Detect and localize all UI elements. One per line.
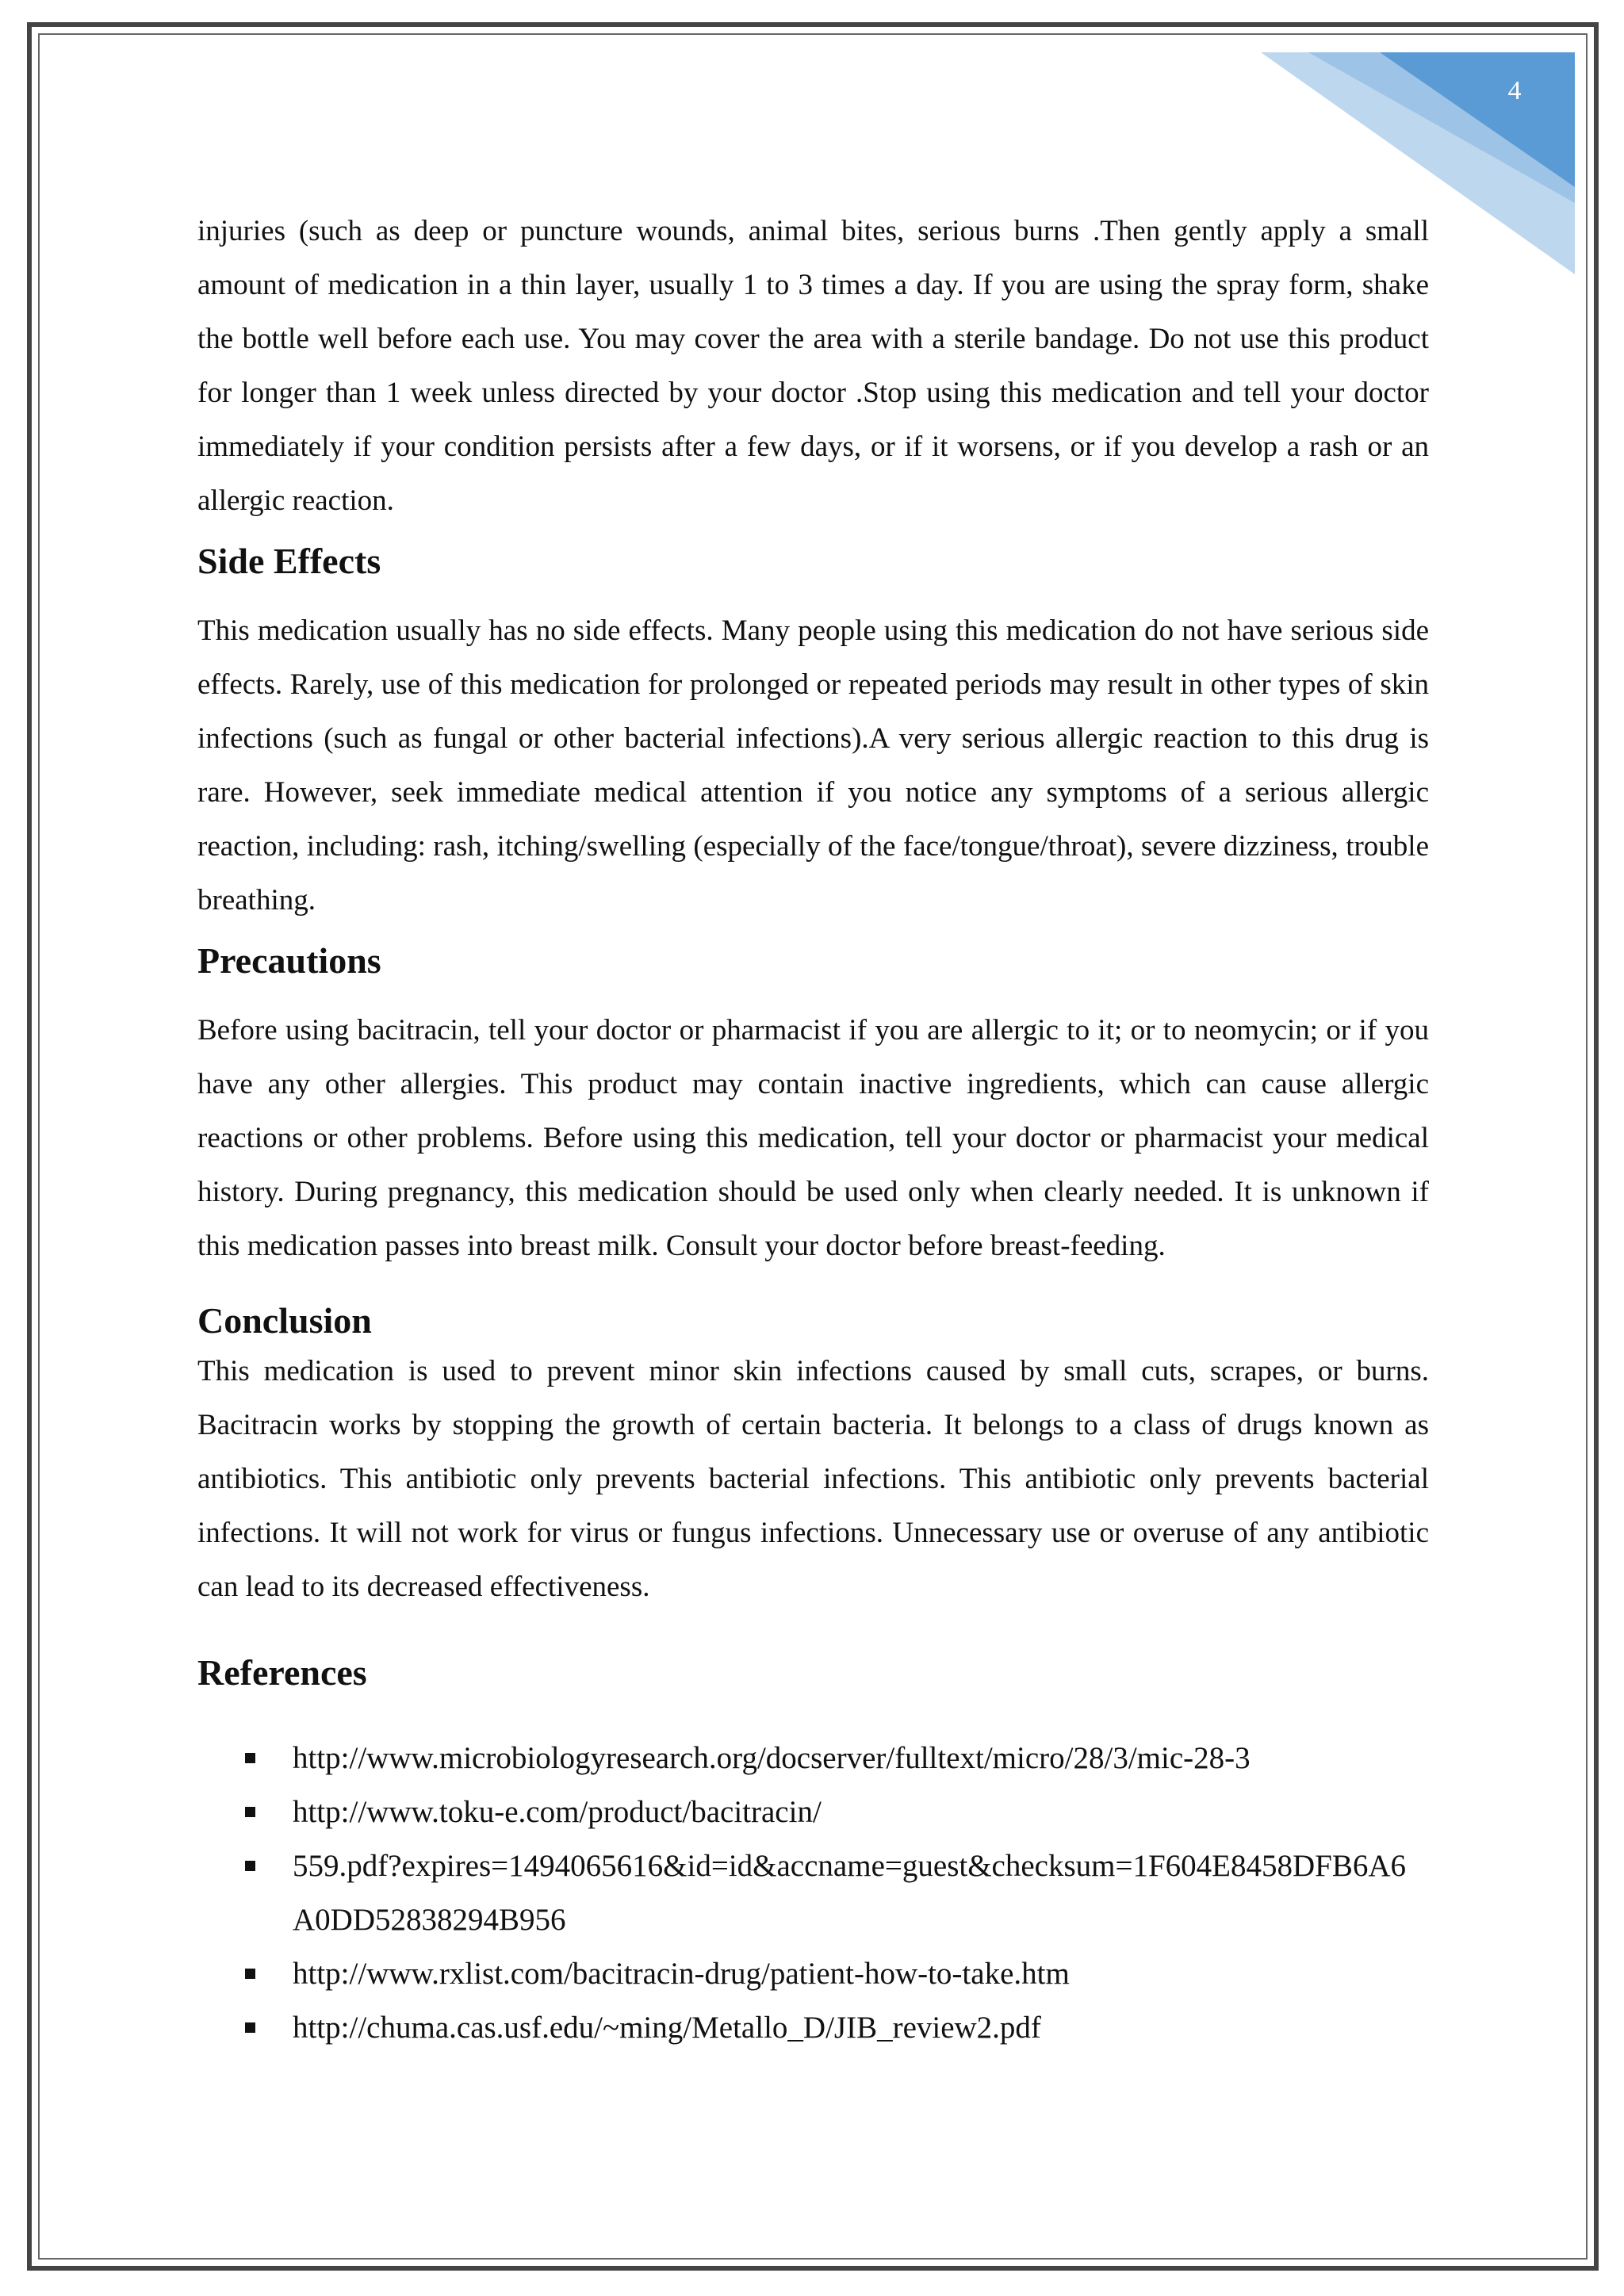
- reference-link[interactable]: http://www.rxlist.com/bacitracin-drug/patient-how-to-take.htm: [293, 1957, 1070, 1991]
- conclusion-heading: Conclusion: [197, 1300, 372, 1341]
- reference-link[interactable]: http://www.microbiologyresearch.org/docserver/fulltext/micro/28/3/mic-28-3: [293, 1741, 1251, 1775]
- reference-link[interactable]: 559.pdf?expires=1494065616&id=id&accname=guest&checksum=1F604E8458DFB6A6A0DD52838294B956: [293, 1849, 1407, 1937]
- square-bullet-icon: [245, 1861, 255, 1871]
- precautions-heading: Precautions: [197, 940, 381, 981]
- page-number: 4: [1507, 76, 1522, 105]
- usage-paragraph: injuries (such as deep or puncture wounds, animal bites, serious burns .Then gently apply a small amount of medication in a thin layer, usually 1 to 3 times a day. If you are using the spray form, shake the bottle well before each use. You may cover the area with a sterile bandage. Do not use this product for longer than 1 week unless directed by your doctor .Stop using this medication and tell your doctor immediately if your condition persists after a few days, or if it worsens, or if you develop a rash or an allergic reaction.: [197, 215, 1429, 517]
- side-effects-paragraph: This medication usually has no side effects. Many people using this medication do not have serious side effects. Rarely, use of this medication for prolonged or repeated periods may result in other types of skin infections (such as fungal or other bacterial infections).A very serious allergic reaction to this drug is rare. However, seek immediate medical attention if you notice any symptoms of a serious allergic reaction, including: rash, itching/swelling (especially of the face/tongue/throat), severe dizziness, trouble breathing.: [197, 614, 1429, 916]
- references-list: [197, 1732, 1429, 2055]
- reference-item: [293, 1947, 1427, 2001]
- square-bullet-icon: [245, 1807, 255, 1817]
- square-bullet-icon: [245, 2022, 255, 2033]
- precautions-paragraph: Before using bacitracin, tell your doctor or pharmacist if you are allergic to it; or to neomycin; or if you have any other allergies. This product may contain inactive ingredients, which can cause allergic reactions or other problems. Before using this medication, tell your doctor or pharmacist your medical history. During pregnancy, this medication should be used only when clearly needed. It is unknown if this medication passes into breast milk. Consult your doctor before breast-feeding.: [197, 1014, 1429, 1262]
- square-bullet-icon: [245, 1753, 255, 1763]
- reference-item: [293, 2001, 1427, 2055]
- reference-link[interactable]: http://chuma.cas.usf.edu/~ming/Metallo_D/JIB_review2.pdf: [293, 2011, 1041, 2045]
- square-bullet-icon: [245, 1969, 255, 1979]
- reference-item: [293, 1839, 1427, 1947]
- reference-item: [293, 1785, 1427, 1839]
- document-body: [197, 205, 1429, 2055]
- references-heading: References: [197, 1652, 367, 1693]
- side-effects-heading: Side Effects: [197, 541, 381, 581]
- reference-item: [293, 1732, 1427, 1785]
- reference-link[interactable]: http://www.toku-e.com/product/bacitracin/: [293, 1795, 822, 1829]
- conclusion-paragraph: This medication is used to prevent minor skin infections caused by small cuts, scrapes, or burns. Bacitracin works by stopping the growth of certain bacteria. It belongs to a class of drugs known as antibiotics. This antibiotic only prevents bacterial infections. This antibiotic only prevents bacterial infections. It will not work for virus or fungus infections. Unnecessary use or overuse of any antibiotic can lead to its decreased effectiveness.: [197, 1355, 1429, 1603]
